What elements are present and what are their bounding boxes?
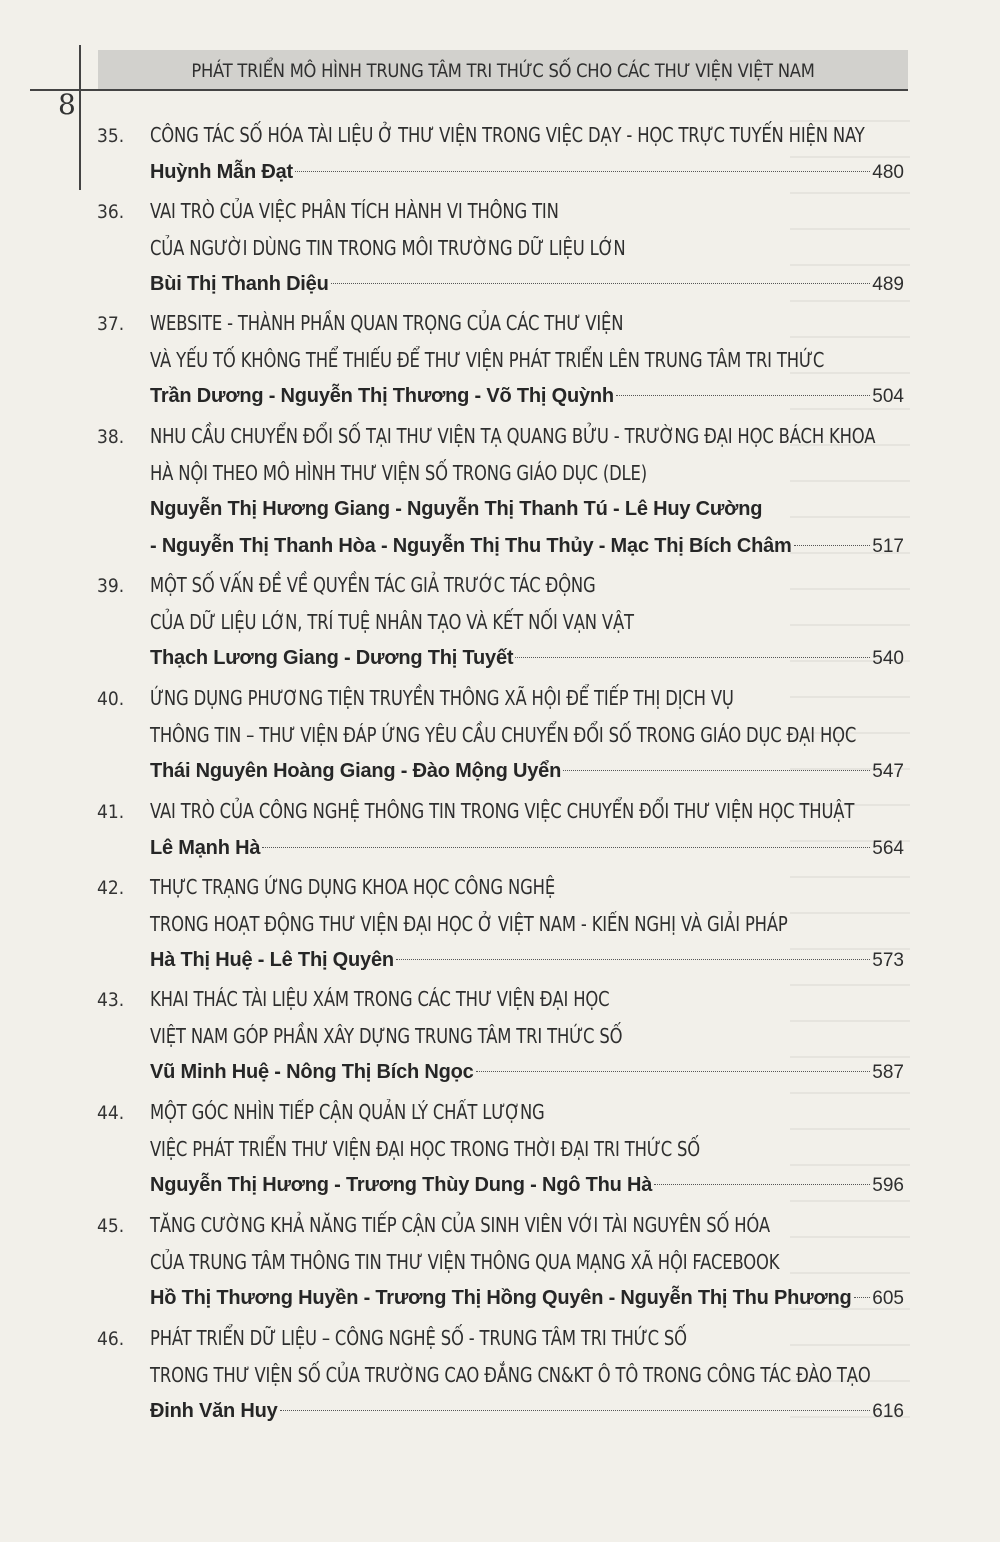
entry-title-line: VIỆC PHÁT TRIỂN THƯ VIỆN ĐẠI HỌC TRONG THỜI ĐẠI TRI THỨC SỐ <box>150 1136 701 1161</box>
entry-authors: Bùi Thị Thanh Diệu <box>150 273 329 295</box>
entry-title-line: CỦA NGƯỜI DÙNG TIN TRONG MÔI TRƯỜNG DỮ LIỆU LỚN <box>150 235 626 260</box>
dot-leader <box>794 545 871 546</box>
entry-number: 39. <box>97 575 125 597</box>
entry-authors: Nguyễn Thị Hương Giang - Nguyễn Thị Thanh Tú - Lê Huy Cường <box>150 498 763 520</box>
entry-number: 45. <box>97 1215 125 1237</box>
entry-title-line: CỦA TRUNG TÂM THÔNG TIN THƯ VIỆN THÔNG QUA MẠNG XÃ HỘI FACEBOOK <box>150 1249 780 1274</box>
entry-author-row <box>150 830 904 866</box>
dot-leader <box>616 395 870 396</box>
entry-authors: Lê Mạnh Hà <box>150 836 261 859</box>
entry-page-number: 564 <box>872 837 904 859</box>
entry-title-line: THÔNG TIN – THƯ VIỆN ĐÁP ỨNG YÊU CẦU CHUYỂN ĐỔI SỐ TRONG GIÁO DỤC ĐẠI HỌC <box>150 722 857 747</box>
entry-title-line: HÀ NỘI THEO MÔ HÌNH THƯ VIỆN SỐ TRONG GIÁO DỤC (DLE) <box>150 460 647 485</box>
entry-author-row <box>150 154 904 190</box>
entry-number: 37. <box>97 313 125 335</box>
entry-page-number: 605 <box>872 1288 904 1309</box>
entry-authors: Thái Nguyên Hoàng Giang - Đào Mộng Uyển <box>150 760 562 782</box>
entry-authors: Trần Dương - Nguyễn Thị Thương - Võ Thị Quỳnh <box>150 385 614 407</box>
entry-authors: Hồ Thị Thương Huyền - Trương Thị Hồng Quyên - Nguyễn Thị Thu Phương <box>150 1287 852 1309</box>
entry-title-line: MỘT GÓC NHÌN TIẾP CẬN QUẢN LÝ CHẤT LƯỢNG <box>150 1100 545 1124</box>
entry-title-line: VÀ YẾU TỐ KHÔNG THỂ THIẾU ĐỂ THƯ VIỆN PHÁT TRIỂN LÊN TRUNG TÂM TRI THỨC <box>150 347 825 372</box>
entry-number: 46. <box>97 1328 125 1350</box>
entry-title-line: WEBSITE - THÀNH PHẦN QUAN TRỌNG CỦA CÁC THƯ VIỆN <box>150 311 624 335</box>
entry-title-line: TĂNG CƯỜNG KHẢ NĂNG TIẾP CẬN CỦA SINH VIÊN VỚI TÀI NGUYÊN SỐ HÓA <box>150 1213 770 1237</box>
entry-number: 43. <box>97 989 125 1011</box>
entry-title-line: CỦA DỮ LIỆU LỚN, TRÍ TUỆ NHÂN TẠO VÀ KẾT NỐI VẠN VẬT <box>150 609 634 634</box>
entry-author-row <box>150 1280 904 1316</box>
entry-page-number: 573 <box>872 950 904 971</box>
entry-number: 44. <box>97 1102 125 1124</box>
entry-page-number: 596 <box>872 1175 904 1196</box>
entry-authors: Nguyễn Thị Hương - Trương Thùy Dung - Ngô Thu Hà <box>150 1174 653 1196</box>
dot-leader <box>654 1184 870 1185</box>
dot-leader <box>295 171 870 172</box>
dot-leader <box>396 959 870 960</box>
entry-title-line: VAI TRÒ CỦA CÔNG NGHỆ THÔNG TIN TRONG VIỆC CHUYỂN ĐỔI THƯ VIỆN HỌC THUẬT <box>150 799 855 823</box>
entry-title-line: VIỆT NAM GÓP PHẦN XÂY DỰNG TRUNG TÂM TRI THỨC SỐ <box>150 1023 623 1048</box>
entry-title-line: PHÁT TRIỂN DỮ LIỆU – CÔNG NGHỆ SỐ - TRUNG TÂM TRI THỨC SỐ <box>150 1326 687 1350</box>
dot-leader <box>331 283 871 284</box>
entry-title-line: THỰC TRẠNG ỨNG DỤNG KHOA HỌC CÔNG NGHỆ <box>150 875 556 899</box>
dot-leader <box>476 1071 871 1072</box>
entry-number: 42. <box>97 877 125 899</box>
entry-number: 40. <box>97 688 125 710</box>
entry-title-line: TRONG HOẠT ĐỘNG THƯ VIỆN ĐẠI HỌC Ở VIỆT NAM - KIẾN NGHỊ VÀ GIẢI PHÁP <box>150 911 788 936</box>
entry-author-row <box>150 753 904 789</box>
entry-page-number: 547 <box>872 761 904 782</box>
entry-page-number: 480 <box>872 161 904 183</box>
entry-author-row <box>150 640 904 676</box>
entry-page-number: 504 <box>872 386 904 407</box>
entry-number: 36. <box>97 201 125 223</box>
entry-page-number: 517 <box>872 535 904 557</box>
entry-page-number: 587 <box>872 1062 904 1083</box>
entry-title-line: NHU CẦU CHUYỂN ĐỔI SỐ TẠI THƯ VIỆN TẠ QUANG BỬU - TRƯỜNG ĐẠI HỌC BÁCH KHOA <box>150 424 876 448</box>
entry-author-row <box>150 378 904 414</box>
entry-author-row <box>150 528 904 564</box>
entry-page-number: 616 <box>872 1401 904 1422</box>
entry-author-row <box>150 1054 904 1090</box>
entry-page-number: 540 <box>872 648 904 669</box>
entry-author-row <box>150 1393 904 1429</box>
entry-authors: Thạch Lương Giang - Dương Thị Tuyết <box>150 647 514 669</box>
entry-title-line: TRONG THƯ VIỆN SỐ CỦA TRƯỜNG CAO ĐẲNG CN&KT Ô TÔ TRONG CÔNG TÁC ĐÀO TẠO <box>150 1362 871 1387</box>
entry-number: 41. <box>97 801 125 823</box>
entry-authors: Đinh Văn Huy <box>150 1400 278 1422</box>
entry-number: 38. <box>97 426 125 448</box>
dot-leader <box>854 1297 871 1298</box>
page-number: 8 <box>58 88 76 121</box>
entry-title-line: KHAI THÁC TÀI LIỆU XÁM TRONG CÁC THƯ VIỆN ĐẠI HỌC <box>150 987 610 1011</box>
entry-title-line: VAI TRÒ CỦA VIỆC PHÂN TÍCH HÀNH VI THÔNG TIN <box>150 199 559 223</box>
entry-author-row <box>150 1167 904 1203</box>
entry-authors: Hà Thị Huệ - Lê Thị Quyên <box>150 949 394 971</box>
entry-title-line: CÔNG TÁC SỐ HÓA TÀI LIỆU Ở THƯ VIỆN TRONG VIỆC DẠY - HỌC TRỰC TUYẾN HIỆN NAY <box>150 123 865 147</box>
entry-author-row <box>150 266 904 302</box>
entry-authors: Vũ Minh Huệ - Nông Thị Bích Ngọc <box>150 1061 474 1083</box>
entry-page-number: 489 <box>872 274 904 295</box>
entry-authors: - Nguyễn Thị Thanh Hòa - Nguyễn Thị Thu Thủy - Mạc Thị Bích Châm <box>150 534 792 557</box>
entry-authors: Huỳnh Mẫn Đạt <box>150 160 293 183</box>
entry-number: 35. <box>97 125 125 147</box>
entry-title-line: MỘT SỐ VẤN ĐỀ VỀ QUYỀN TÁC GIẢ TRƯỚC TÁC ĐỘNG <box>150 573 596 597</box>
dot-leader <box>280 1410 871 1411</box>
entry-title-line: ỨNG DỤNG PHƯƠNG TIỆN TRUYỀN THÔNG XÃ HỘI ĐỂ TIẾP THỊ DỊCH VỤ <box>150 686 734 710</box>
dot-leader <box>563 770 870 771</box>
dot-leader <box>515 657 870 658</box>
dot-leader <box>262 847 870 848</box>
entry-author-row <box>150 942 904 978</box>
running-header-title: PHÁT TRIỂN MÔ HÌNH TRUNG TÂM TRI THỨC SỐ CHO CÁC THƯ VIỆN VIỆT NAM <box>191 60 815 82</box>
